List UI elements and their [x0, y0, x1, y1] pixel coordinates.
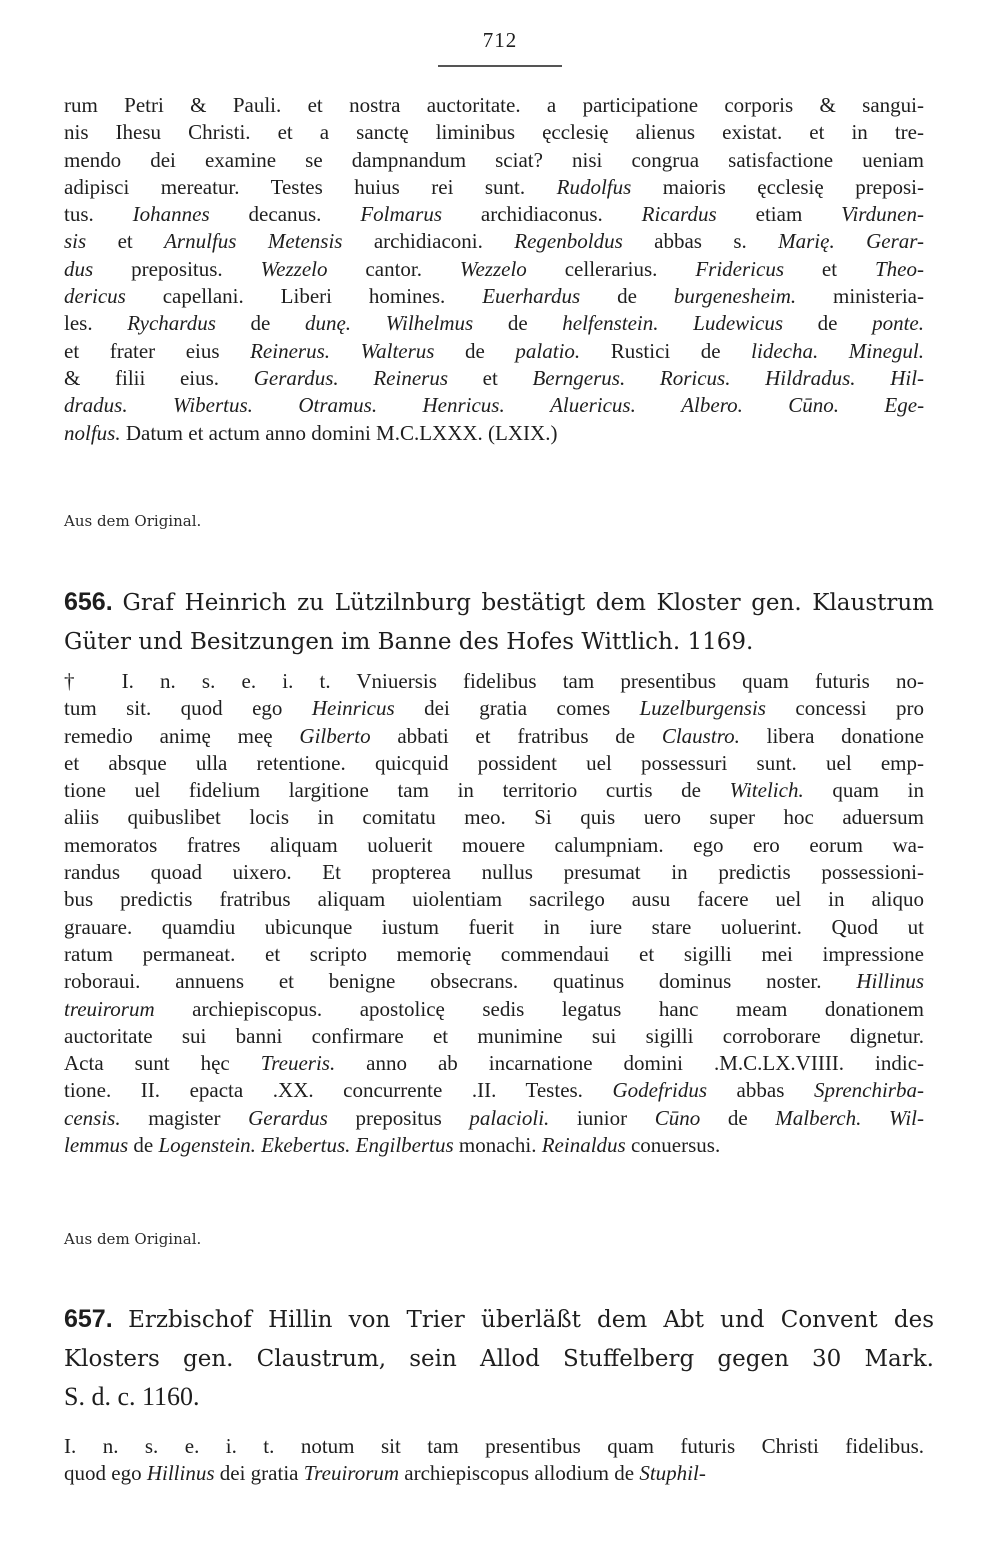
text-line — [64, 283, 924, 310]
text-line — [64, 174, 924, 201]
text-segment: treuirorum — [64, 996, 155, 1021]
text-segment — [351, 311, 386, 335]
text-segment: Stuphil- — [639, 1461, 706, 1486]
text-segment: et — [448, 365, 533, 390]
source-note-656: Aus dem Original. — [64, 1230, 202, 1248]
text-segment: aliis quibuslibet locis in comitatu meo. Si quis uero super hoc aduersum — [64, 805, 924, 830]
text-segment — [377, 393, 422, 417]
text-line — [64, 420, 924, 447]
text-segment: Luzelburgensis — [639, 696, 766, 721]
text-segment: de — [434, 338, 516, 363]
text-segment: lidecha. — [751, 338, 819, 363]
text-segment: quam in — [803, 778, 924, 803]
text-segment — [625, 366, 660, 390]
text-segment: Wezzelo — [459, 256, 527, 281]
text-segment: sis — [64, 229, 87, 254]
text-segment: tum sit. quod ego — [64, 696, 312, 721]
text-segment: Wil- — [889, 1105, 924, 1130]
text-segment: dericus — [64, 284, 126, 309]
text-segment: Reinaldus — [541, 1133, 626, 1158]
text-segment: Virdunen- — [841, 202, 924, 227]
text-segment: dei gratia comes — [394, 696, 640, 721]
text-segment: ministeria- — [796, 284, 924, 309]
text-segment: abbas s. — [622, 229, 779, 254]
text-segment: Godefridus — [612, 1078, 707, 1103]
text-segment: Minegul. — [848, 338, 925, 363]
text-segment: adipisci mereatur. Testes huius rei sunt. — [64, 174, 557, 199]
text-segment: Sprenchirba- — [813, 1078, 924, 1103]
text-segment: Acta sunt hęc — [64, 1051, 261, 1076]
text-line — [64, 338, 924, 365]
text-segment: Treuirorum — [303, 1461, 400, 1486]
text-segment: Theo- — [875, 256, 924, 281]
text-segment: etiam — [716, 202, 842, 227]
text-segment: decanus. — [209, 202, 361, 227]
document-657-heading-line-1: Erzbischof Hillin von Trier überläßt dem Abt und Convent des — [128, 1307, 935, 1333]
text-segment: Wezzelo — [260, 256, 328, 281]
text-segment: remedio animę meę — [64, 723, 300, 748]
text-segment: Iohannes — [132, 202, 210, 227]
text-segment: Gerardus — [248, 1105, 328, 1130]
text-segment: magister — [120, 1105, 249, 1130]
text-segment: Otramus. — [298, 393, 378, 418]
text-line — [64, 201, 924, 228]
text-segment: prepositus. — [93, 256, 261, 281]
text-segment: censis. — [64, 1105, 121, 1130]
text-segment: Aluericus. — [550, 393, 636, 418]
text-line — [64, 1460, 924, 1487]
text-segment: les. — [64, 311, 128, 336]
text-segment: Engilbertus — [355, 1133, 454, 1158]
text-segment — [128, 393, 173, 417]
text-segment: memoratos fratres aliquam uoluerit mouere calumpniam. ego ero eorum wa- — [64, 832, 924, 857]
text-segment: archiepiscopus allodium de — [399, 1461, 640, 1486]
text-segment: Henricus. — [422, 393, 505, 418]
text-segment: ratum permaneat. et scripto memorię commendaui et sigilli mei impressione — [64, 941, 924, 966]
text-segment: Marię. — [778, 229, 835, 254]
text-line — [64, 1105, 924, 1132]
text-segment: Datum et actum anno domini M.C.LXXX. (LXIX.) — [120, 420, 558, 445]
text-segment: et frater eius — [64, 338, 251, 363]
text-segment: Gerar- — [866, 229, 925, 254]
text-segment: Cūno — [654, 1105, 701, 1130]
text-segment: Hildradus. — [765, 365, 856, 390]
text-segment: palatio. — [515, 338, 581, 363]
text-segment: Logenstein. — [158, 1133, 256, 1158]
text-segment: Reinerus — [373, 365, 448, 390]
text-line — [64, 695, 924, 722]
text-line — [64, 750, 924, 777]
text-segment: Rychardus — [127, 311, 216, 336]
text-segment: ponte. — [872, 311, 924, 336]
text-segment: dus — [64, 256, 94, 281]
text-segment: de — [580, 284, 674, 309]
text-line — [64, 914, 924, 941]
text-line — [64, 365, 924, 392]
text-segment: Ekebertus. — [261, 1133, 351, 1158]
text-segment: tione. II. epacta .XX. concurrente .II. Testes. — [64, 1078, 613, 1103]
text-line — [64, 941, 924, 968]
text-segment: Regenboldus — [514, 229, 623, 254]
text-segment — [818, 339, 849, 363]
text-segment: Ege- — [884, 393, 925, 418]
text-segment: Berngerus. — [532, 365, 626, 390]
text-segment: lemmus — [64, 1133, 129, 1158]
text-line — [64, 886, 924, 913]
text-segment: burgenesheim. — [673, 284, 797, 309]
text-segment: anno ab incarnatione domini .M.C.LX.VIIII. indic- — [335, 1051, 925, 1076]
text-segment — [636, 393, 681, 417]
text-segment: palacioli. — [469, 1105, 550, 1130]
text-line — [64, 1077, 924, 1104]
text-segment: libera donatione — [739, 723, 924, 748]
text-segment: Folmarus — [360, 202, 443, 227]
text-segment: capellani. Liberi homines. — [125, 284, 483, 309]
text-segment: tus. — [64, 202, 133, 227]
text-segment: Reinerus. — [250, 338, 330, 363]
document-657-heading-line-2: Klosters gen. Claustrum, sein Allod Stuffelberg gegen 30 Mark. — [64, 1346, 934, 1372]
document-656-heading-line-2: Güter und Besitzungen im Banne des Hofes Wittlich. 1169. — [64, 629, 754, 655]
text-segment: rum Petri & Pauli. et nostra auctoritate. a participatione corporis & sangui- — [64, 93, 924, 117]
text-segment: de — [215, 311, 305, 336]
text-segment — [505, 393, 550, 417]
text-line — [64, 832, 924, 859]
text-segment: de — [700, 1105, 776, 1130]
text-segment: Cūno. — [788, 393, 840, 418]
text-line — [64, 1023, 924, 1050]
document-657-text — [64, 1433, 924, 1488]
text-segment: helfenstein. — [562, 311, 659, 336]
text-segment: bus predictis fratribus aliquam uiolentiam sacrilego ausu facere uel in aliquo — [64, 887, 924, 912]
text-line — [64, 147, 924, 174]
text-segment: archiepiscopus. apostolicę sedis legatus hanc meam donationem — [154, 996, 924, 1021]
text-segment — [835, 229, 866, 253]
text-segment: † I. n. s. e. i. t. Vniuersis fidelibus tam presentibus quam futuris no- — [64, 669, 924, 693]
text-segment: abbas — [707, 1078, 814, 1103]
text-segment: abbati et fratribus de — [370, 723, 662, 748]
text-segment — [743, 393, 788, 417]
document-657-heading — [64, 1300, 934, 1415]
text-line — [64, 996, 924, 1023]
text-segment: Hillinus — [856, 969, 924, 994]
text-segment: de — [128, 1133, 159, 1158]
text-line — [64, 723, 924, 750]
text-segment: Fridericus — [695, 256, 784, 281]
text-segment — [730, 366, 765, 390]
document-657-date: S. d. c. 1160. — [64, 1382, 200, 1411]
text-line — [64, 859, 924, 886]
text-segment: & filii eius. — [64, 365, 254, 390]
text-line — [64, 1132, 924, 1159]
text-segment: Malberch. — [775, 1105, 862, 1130]
text-segment: auctoritate sui banni confirmare et munimine sui sigilli corroborare dignetur. — [64, 1023, 924, 1048]
text-segment — [839, 393, 884, 417]
source-note-654: Aus dem Original. — [64, 512, 202, 530]
text-segment: randus quoad uixero. Et propterea nullus presumat in predictis possessioni- — [64, 860, 924, 885]
text-line — [64, 1433, 924, 1460]
text-segment: mendo dei examine se dampnandum sciat? nisi congrua satisfactione ueniam — [64, 147, 924, 172]
text-segment: Hillinus — [146, 1461, 215, 1486]
text-segment — [253, 393, 298, 417]
text-segment: et — [86, 229, 165, 254]
text-segment: conuersus. — [625, 1133, 721, 1158]
text-line — [64, 968, 924, 995]
text-segment: Treueris. — [260, 1051, 336, 1076]
text-line — [64, 668, 924, 695]
text-line — [64, 92, 924, 119]
text-segment: Walterus — [360, 338, 435, 363]
text-segment: Gilberto — [299, 723, 371, 748]
text-segment: et — [784, 256, 875, 281]
document-657-number: 657. — [64, 1305, 113, 1333]
text-segment: archidiaconus. — [442, 202, 642, 227]
page-number: 712 — [482, 28, 518, 52]
text-segment: Ricardus — [641, 202, 717, 227]
text-segment: de — [783, 311, 873, 336]
text-segment: Witelich. — [729, 778, 804, 803]
text-segment: archidiaconi. — [342, 229, 515, 254]
text-segment — [856, 366, 891, 390]
text-line — [64, 256, 924, 283]
text-segment: cellerarius. — [526, 256, 696, 281]
text-segment: de — [473, 311, 563, 336]
document-654-continuation — [64, 92, 924, 447]
text-segment: cantor. — [327, 256, 460, 281]
text-segment — [330, 339, 361, 363]
text-segment: Wilhelmus — [385, 311, 474, 336]
text-segment: Rustici de — [580, 338, 752, 363]
text-segment: Ludewicus — [693, 311, 783, 336]
text-segment: Heinricus — [311, 696, 395, 721]
text-line — [64, 392, 924, 419]
text-segment: quod ego — [64, 1461, 147, 1486]
text-segment — [659, 311, 694, 335]
document-656-heading-line-1: Graf Heinrich zu Lützilnburg bestätigt dem Kloster gen. Klaustrum — [122, 590, 934, 616]
text-line — [64, 119, 924, 146]
text-segment: Hil- — [890, 365, 925, 390]
text-segment: roboraui. annuens et benigne obsecrans. quatinus dominus noster. — [64, 969, 857, 994]
text-segment: Rudolfus — [556, 174, 632, 199]
text-segment: maioris ęcclesię preposi- — [631, 174, 925, 199]
text-line — [64, 228, 924, 255]
text-segment: et absque ulla retentione. quicquid possident uel possessuri sunt. uel emp- — [64, 750, 924, 775]
text-segment: dei gratia — [214, 1461, 304, 1486]
text-segment: monachi. — [453, 1133, 542, 1158]
document-656-heading — [64, 583, 934, 661]
text-segment: concessi pro — [765, 696, 925, 721]
text-segment — [339, 366, 374, 390]
text-segment: nolfus. — [64, 420, 121, 445]
text-segment: Wibertus. — [173, 393, 253, 418]
text-line — [64, 804, 924, 831]
text-line — [64, 310, 924, 337]
text-segment: nis Ihesu Christi. et a sanctę liminibus ęcclesię alienus existat. et in tre- — [64, 120, 924, 145]
text-segment: Arnulfus Metensis — [164, 229, 343, 254]
text-segment: iunior — [549, 1105, 655, 1130]
text-segment: Claustro. — [661, 723, 740, 748]
text-segment: dradus. — [64, 393, 128, 418]
text-segment: Euerhardus — [482, 284, 581, 309]
text-segment: dunę. — [304, 311, 352, 336]
text-segment: Gerardus. — [253, 365, 339, 390]
text-segment — [861, 1106, 889, 1130]
text-segment: grauare. quamdiu ubicunque iustum fuerit in iure stare uoluerint. Quod ut — [64, 914, 924, 939]
text-segment: Albero. — [681, 393, 743, 418]
page-number-rule — [438, 65, 562, 67]
text-segment: prepositus — [327, 1105, 470, 1130]
text-segment: Roricus. — [659, 365, 731, 390]
text-segment: tione uel fidelium largitione tam in territorio curtis de — [64, 778, 730, 803]
text-line — [64, 777, 924, 804]
text-segment: I. n. s. e. i. t. notum sit tam presentibus quam futuris Christi fidelibus. — [64, 1434, 924, 1458]
text-line — [64, 1050, 924, 1077]
document-656-number: 656. — [64, 588, 113, 616]
document-656-text — [64, 668, 924, 1159]
